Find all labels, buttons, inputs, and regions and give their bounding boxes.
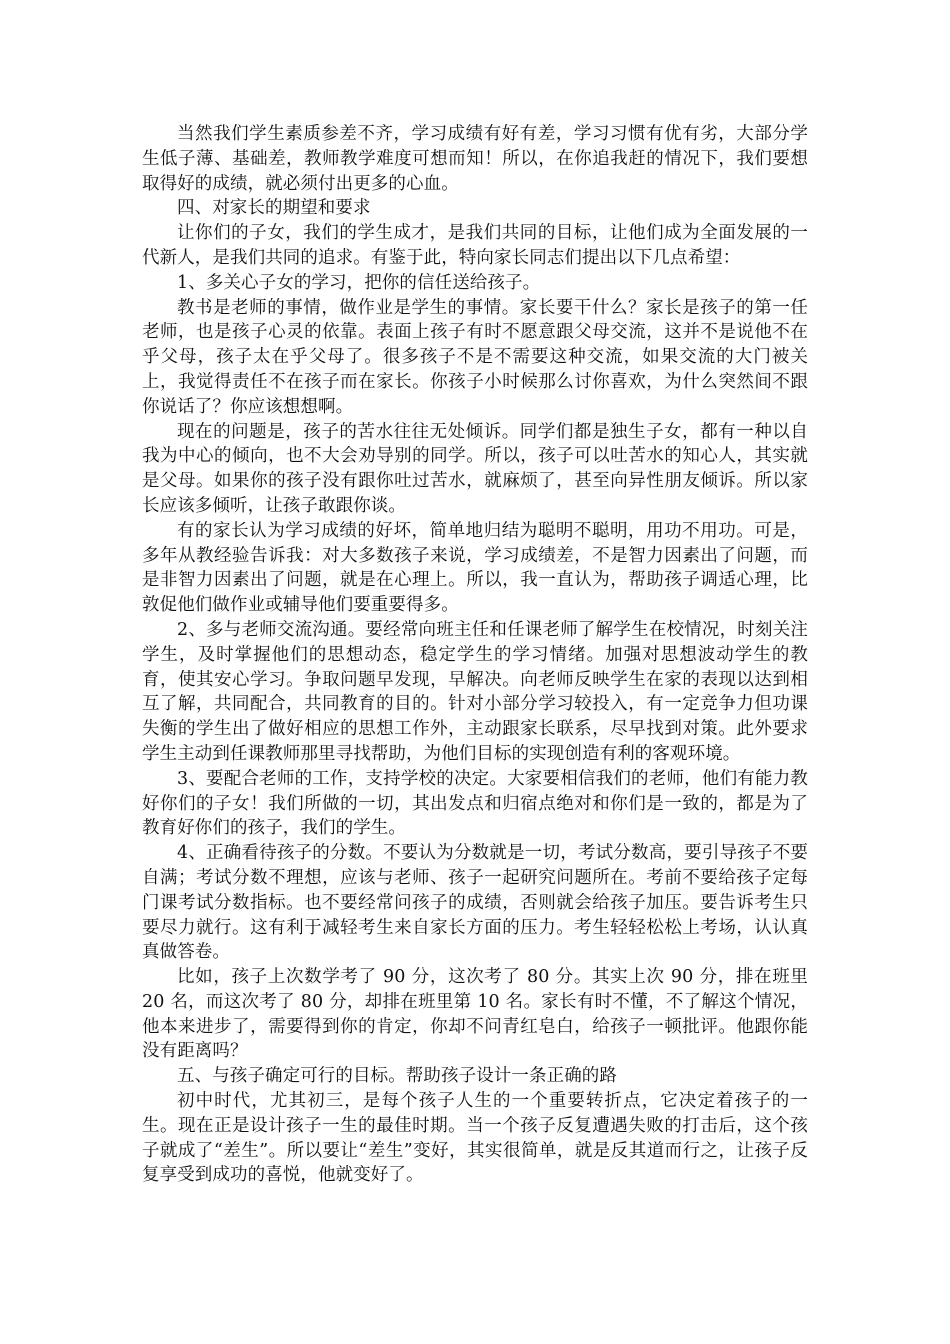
section-heading-parent-expectations: 四、对家长的期望和要求 xyxy=(177,198,371,219)
item-heading-care-study: 1、多关心子女的学习，把你的信任送给孩子。 xyxy=(177,272,541,293)
paragraph-non-intellectual-factors: 有的家长认为学习成绩的好坏，简单地归结为聪明不聪明，用功不用功。可是，多年从教经验告诉我：对大多数孩子来说，学习成绩差，不是智力因素出了问题，而是非智力因素出了问题，就是在心理上。所以，我一直认为，帮助孩子调适心理，比敦促他们做作业或辅导他们要重要得多。 xyxy=(142,520,808,616)
item-view-scores-correctly: 4、正确看待孩子的分数。不要认为分数就是一切，考试分数高，要引导孩子不要自满；考试分数不理想，应该与老师、孩子一起研究问题所在。考前不要给孩子定每门课考试分数指标。也不要经常问孩子的成绩，否则就会给孩子加压。要告诉考生只要尽力就行。这有利于减轻考生来自家长方面的压力。考生轻轻松松上考场，认认真真做答卷。 xyxy=(142,843,808,963)
paragraph-student-quality: 当然我们学生素质参差不齐，学习成绩有好有差，学习习惯有优有劣，大部分学生低子薄、基础差，教师教学难度可想而知！所以，在你追我赶的情况下，我们要想取得好的成绩，就必须付出更多的心血。 xyxy=(142,124,808,194)
item-support-school: 3、要配合老师的工作，支持学校的决定。大家要相信我们的老师，他们有能力教好你们的子女！我们所做的一切，其出发点和归宿点绝对和你们是一致的，都是为了教育好你们的孩子，我们的学生。 xyxy=(142,768,808,839)
section-heading-set-goals: 五、与孩子确定可行的目标。帮助孩子设计一条正确的路 xyxy=(177,1066,617,1087)
item-communicate-with-teachers: 2、多与老师交流沟通。要经常向班主任和任课老师了解学生在校情况，时刻关注学生，及时掌握他们的思想动态，稳定学生的学习情绪。加强对思想波动学生的教育，使其安心学习。争取问题早发现，早解决。向老师反映学生在家的表现以达到相互了解，共同配合，共同教育的目的。针对小部分学习较投入，有一定竞争力但功课失衡的学生出了做好相应的思想工作外，主动跟家长联系，尽早找到对策。此外要求学生主动到任课教师那里寻找帮助，为他们目标的实现创造有利的客观环境。 xyxy=(142,619,808,764)
paragraph-first-teacher: 教书是老师的事情，做作业是学生的事情。家长要干什么？家长是孩子的第一任老师，也是孩子心灵的依靠。表面上孩子有时不愿意跟父母交流，这并不是说他不在乎父母，孩子太在乎父母了。很多孩子不是不需要这种交流，如果交流的大门被关上，我觉得责任不在孩子而在家长。你孩子小时候那么讨你喜欢，为什么突然间不跟你说话了？你应该想想啊。 xyxy=(142,297,808,417)
paragraph-score-example: 比如，孩子上次数学考了 90 分，这次考了 80 分。其实上次 90 分，排在班里 20 名，而这次考了 80 分，却排在班里第 10 名。家长有时不懂，不了解这个情况，他本来进步了，需要得到你的肯定，你却不问青红皂白，给孩子一顿批评。他跟你能没有距离吗？ xyxy=(142,967,808,1062)
paragraph-common-goal: 让你们的子女，我们的学生成才，是我们共同的目标，让他们成为全面发展的一代新人，是我们共同的追求。有鉴于此，特向家长同志们提出以下几点希望： xyxy=(142,223,808,268)
paragraph-listen-to-child: 现在的问题是，孩子的苦水往往无处倾诉。同学们都是独生子女，都有一种以自我为中心的倾向，也不大会劝导别的同学。所以，孩子可以吐苦水的知心人，其实就是父母。如果你的孩子没有跟你吐过苦水，就麻烦了，甚至向异性朋友倾诉。所以家长应该多倾听，让孩子敢跟你谈。 xyxy=(142,421,808,516)
paragraph-turning-point: 初中时代，尤其初三，是每个孩子人生的一个重要转折点，它决定着孩子的一生。现在正是设计孩子一生的最佳时期。当一个孩子反复遭遇失败的打击后，这个孩子就成了“差生”。所以要让“差生”变好，其实很简单，就是反其道而行之，让孩子反复享受到成功的喜悦，他就变好了。 xyxy=(142,1091,808,1186)
